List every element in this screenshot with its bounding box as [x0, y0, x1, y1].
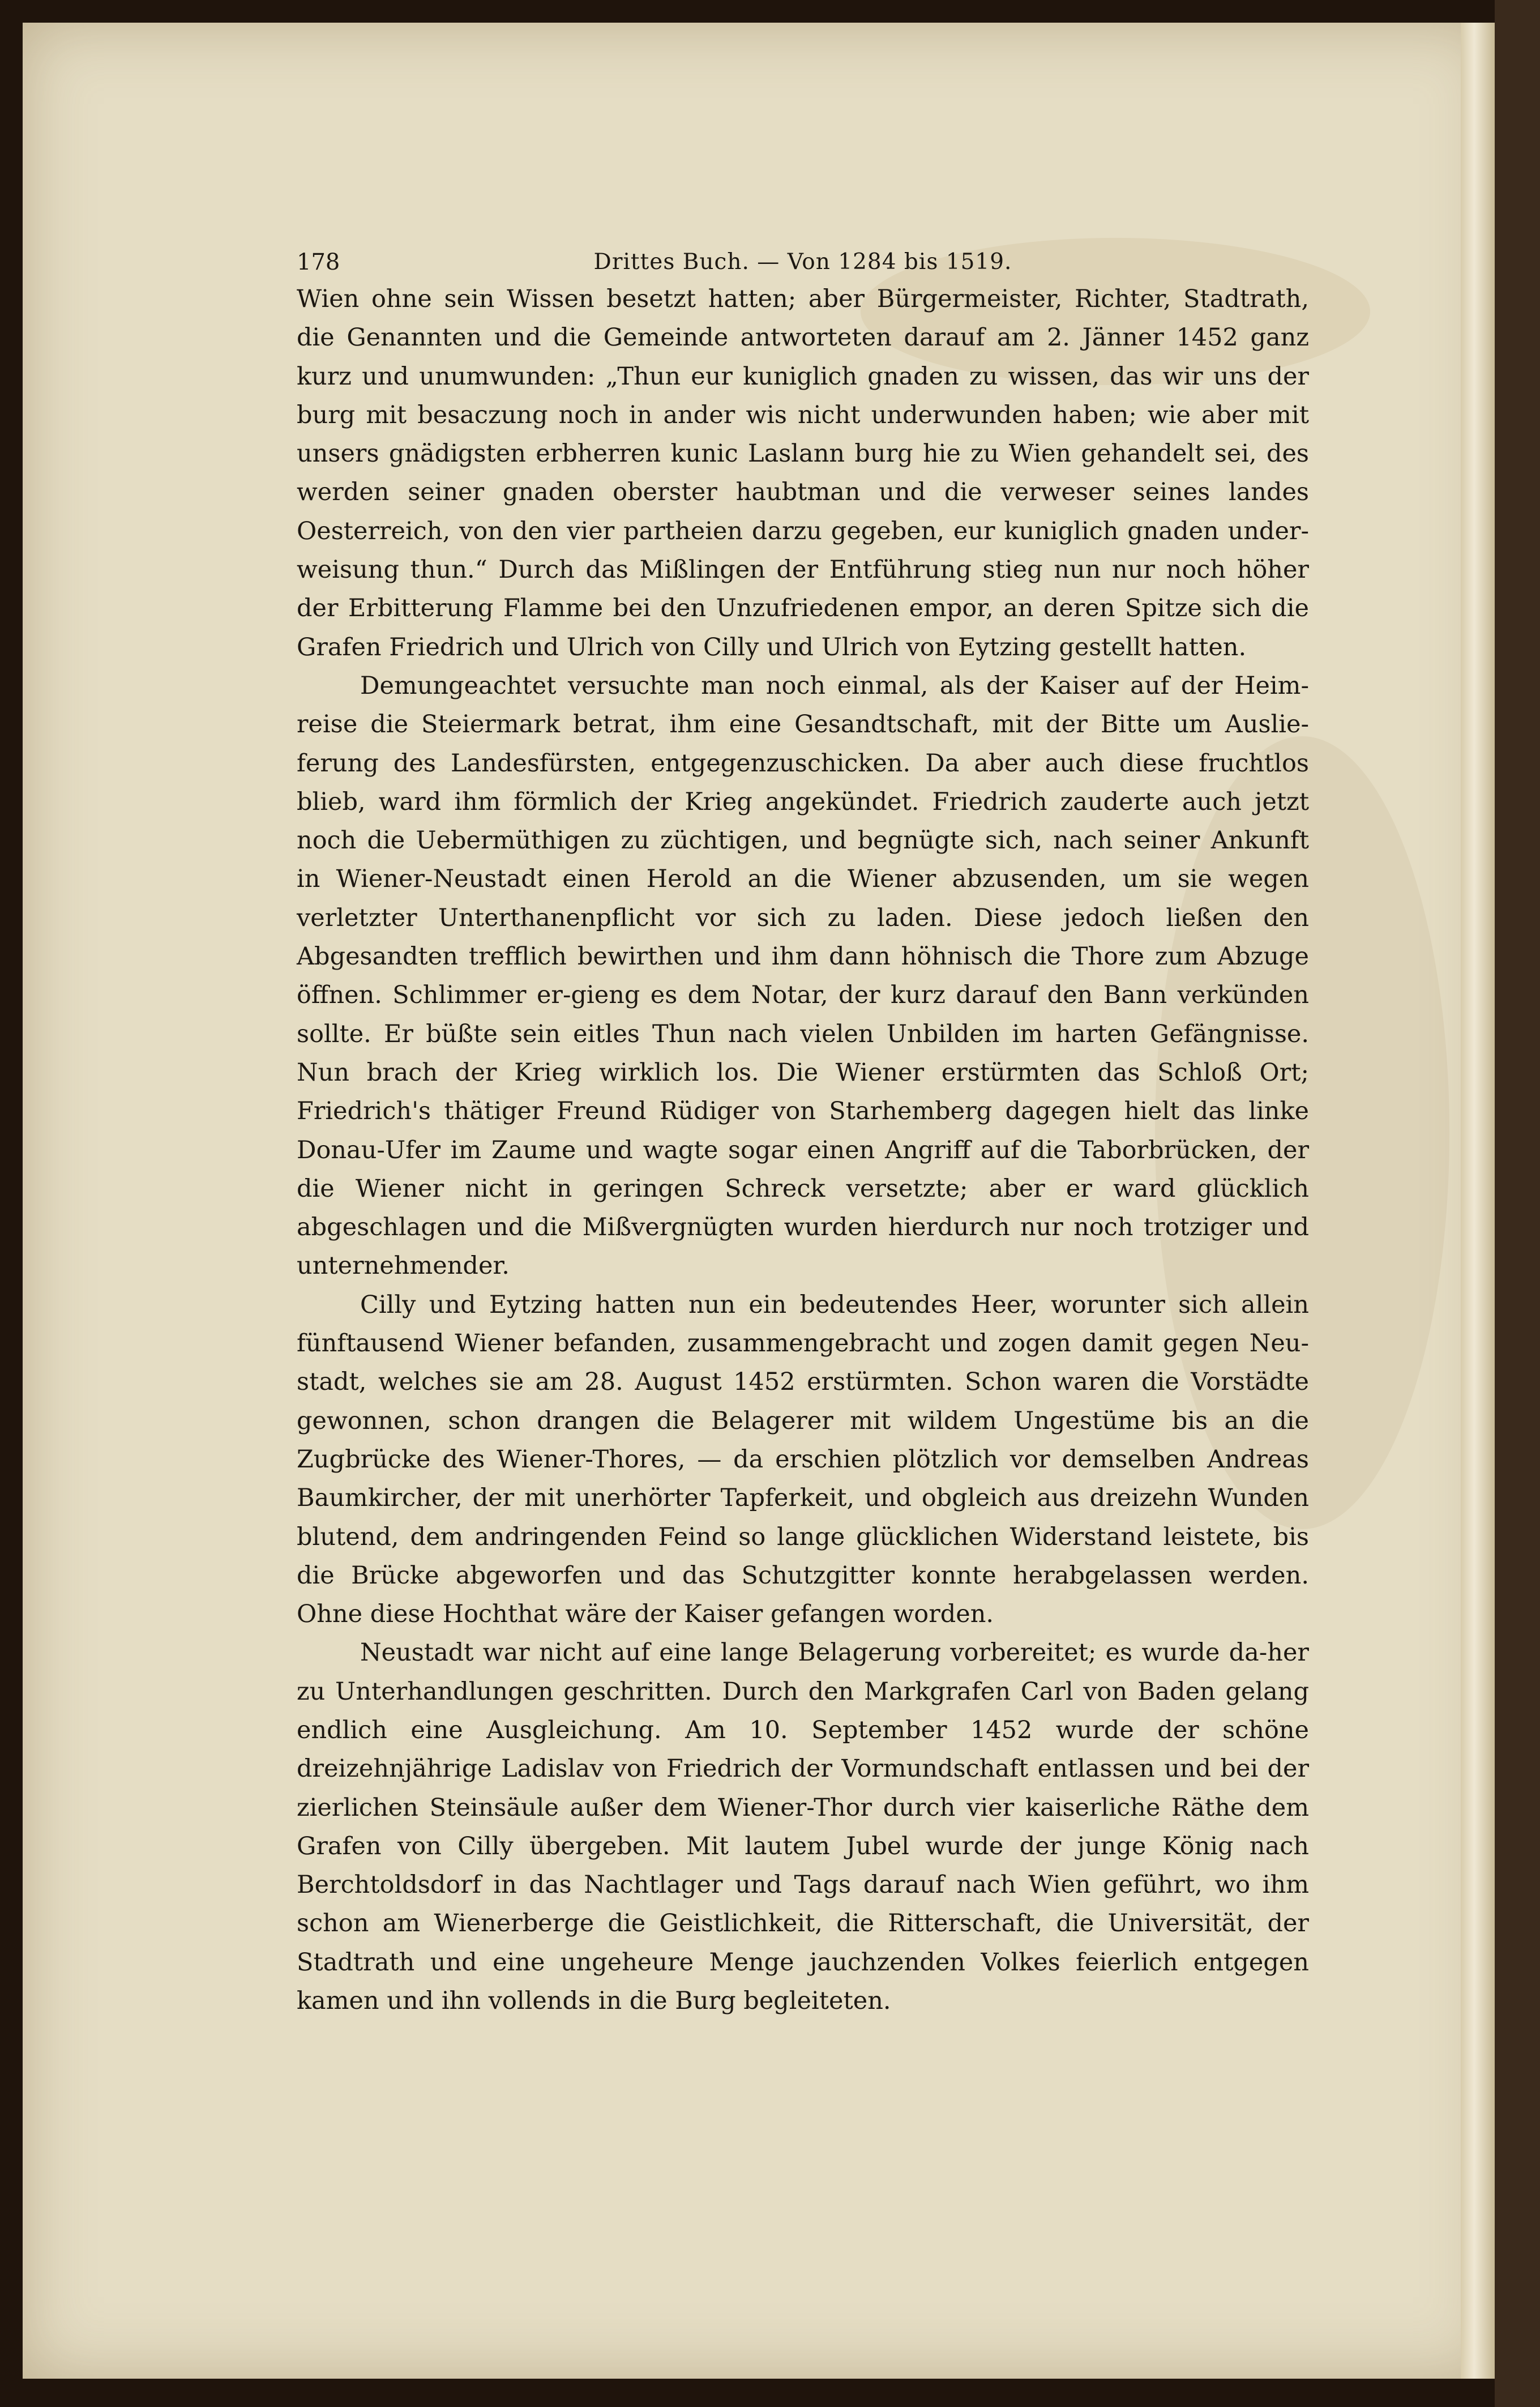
page-header — [297, 245, 1309, 280]
page-number: 178 — [297, 249, 340, 275]
page-gutter — [1461, 23, 1495, 2379]
paragraph: Demungeachtet versuchte man noch einmal, als der Kaiser auf der Heim-reise die Steiermark betrat, ihm eine Gesandtschaft, mit der Bitte um Auslie-ferung des Landesfürsten, entgegenzuschicken. Da aber auch diese fruchtlos blieb, ward ihm förmlich der Krieg angekündet. Friedrich zauderte auch jetzt noch die Uebermüthigen zu züchtigen, und begnügte sich, nach seiner Ankunft in Wiener-Neustadt einen Herold an die Wiener abzusenden, um sie wegen verletzter Unterthanenpflicht vor sich zu laden. Diese jedoch ließen den Abgesandten trefflich bewirthen und ihm dann höhnisch die Thore zum Abzuge öffnen. Schlimmer er-gieng es dem Notar, der kurz darauf den Bann verkünden sollte. Er büßte sein eitles Thun nach vielen Unbilden im harten Gefängnisse. Nun brach der Krieg wirklich los. Die Wiener erstürmten das Schloß Ort; Friedrich's thätiger Freund Rüdiger von Starhemberg dagegen hielt das linke Donau-Ufer im Zaume und wagte sogar einen Angriff auf die Taborbrücken, der die Wiener nicht in geringen Schreck versetzte; aber er ward glücklich abgeschlagen und die Mißvergnügten wurden hierdurch nur noch trotziger und unternehmender. — [297, 671, 1309, 1281]
running-head: Drittes Buch. — Von 1284 bis 1519. — [593, 249, 1012, 275]
binding-edge — [1495, 0, 1540, 2407]
paragraph: Neustadt war nicht auf eine lange Belagerung vorbereitet; es wurde da-her zu Unterhandlungen geschritten. Durch den Markgrafen Carl von Baden gelang endlich eine Ausgleichung. Am 10. September 1452 wurde der schöne dreizehnjährige Ladislav von Friedrich der Vormundschaft entlassen und bei der zierlichen Steinsäule außer dem Wiener-Thor durch vier kaiserliche Räthe dem Grafen von Cilly übergeben. Mit lautem Jubel wurde der junge König nach Berchtoldsdorf in das Nachtlager und Tags darauf nach Wien geführt, wo ihm schon am Wienerberge die Geistlichkeit, die Ritterschaft, die Universität, der Stadtrath und eine ungeheure Menge jauchzenden Volkes feierlich entgegen kamen und ihn vollends in die Burg begleiteten. — [297, 1638, 1309, 2016]
paragraph: Cilly und Eytzing hatten nun ein bedeutendes Heer, worunter sich allein fünftausend Wiener befanden, zusammengebracht und zogen damit gegen Neu-stadt, welches sie am 28. August 1452 erstürmten. Schon waren die Vorstädte gewonnen, schon drangen die Belagerer mit wildem Ungestüme bis an die Zugbrücke des Wiener-Thores, — da erschien plötzlich vor demselben Andreas Baumkircher, der mit unerhörter Tapferkeit, und obgleich aus dreizehn Wunden blutend, dem andringenden Feind so lange glücklichen Widerstand leistete, bis die Brücke abgeworfen und das Schutzgitter konnte herabgelassen werden. Ohne diese Hochthat wäre der Kaiser gefangen worden. — [297, 1290, 1309, 1629]
paragraph: Wien ohne sein Wissen besetzt hatten; aber Bürgermeister, Richter, Stadtrath, die Genannten und die Gemeinde antworteten darauf am 2. Jänner 1452 ganz kurz und unumwunden: „Thun eur kuniglich gnaden zu wissen, das wir uns der burg mit besaczung noch in ander wis nicht underwunden haben; wie aber mit unsers gnädigsten erbherren kunic Laslann burg hie zu Wien gehandelt sei, des werden seiner gnaden oberster haubtman und die verweser seines landes Oesterreich, von den vier partheien darzu gegeben, eur kuniglich gnaden under-weisung thun.“ Durch das Mißlingen der Entführung stieg nun nur noch höher der Erbitterung Flamme bei den Unzufriedenen empor, an deren Spitze sich die Grafen Friedrich und Ulrich von Cilly und Ulrich von Eytzing gestellt hatten. — [297, 285, 1309, 662]
text-block — [297, 245, 1309, 2020]
